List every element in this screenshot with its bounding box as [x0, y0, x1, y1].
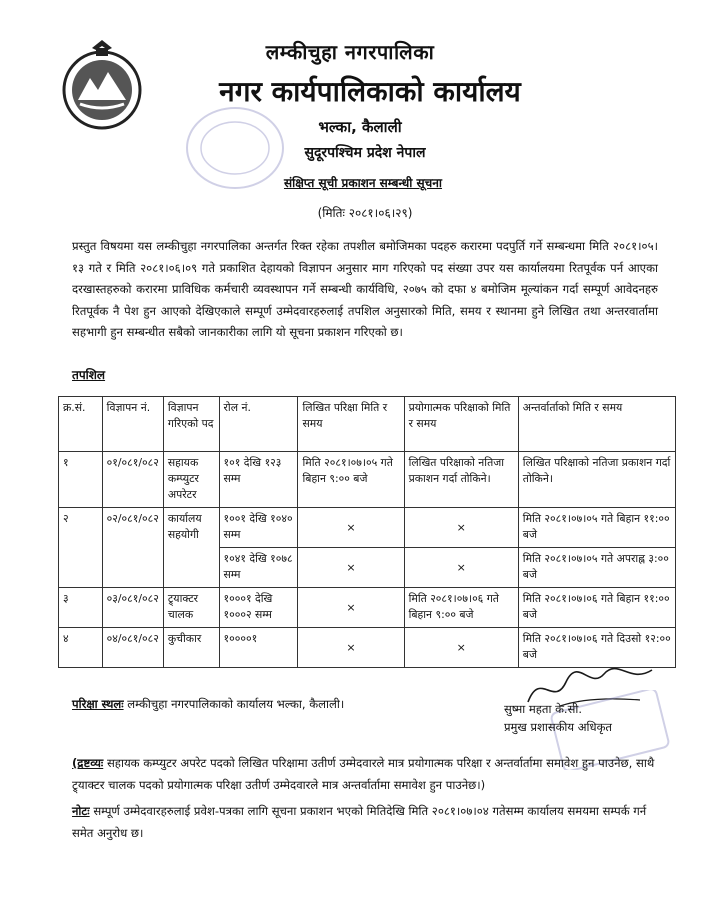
cell-post: ट्र्याक्टर चालक	[163, 588, 219, 628]
cell-sn: १	[59, 452, 103, 508]
municipality-name: लम्कीचुहा नगरपालिका	[265, 40, 435, 64]
table-row	[59, 508, 676, 548]
venue-label: परिक्षा स्थलः	[72, 697, 124, 711]
table-row	[59, 452, 676, 508]
cell-roll: १००१ देखि १०४० सम्म	[219, 508, 298, 548]
notice-date: (मितिः २०८१।०६।२९)	[317, 206, 413, 220]
cell-roll: १०००१ देखि १०००२ सम्म	[219, 588, 298, 628]
cell-interview: लिखित परिक्षाको नतिजा प्रकाशन गर्दा तोकिने।	[518, 452, 675, 508]
cell-interview: मिति २०८१।०७।०६ गते बिहान ११:०० बजे	[518, 588, 675, 628]
column-header: रोल नं.	[219, 397, 298, 452]
cell-practical: ×	[404, 548, 518, 588]
cell-practical: लिखित परिक्षाको नतिजा प्रकाशन गर्दा तोकिने।	[404, 452, 518, 508]
signatory-name: सुष्मा महता के.सी.	[504, 702, 582, 716]
cell-roll: १००००१	[219, 628, 298, 668]
cell-written: ×	[298, 508, 404, 548]
notice-subject: संक्षिप्त सूची प्रकाशन सम्बन्धी सूचना	[283, 176, 443, 190]
cell-written: ×	[298, 588, 404, 628]
cell-interview: मिति २०८१।०७।०६ गते दिउसो १२:०० बजे	[518, 628, 675, 668]
column-header: अन्तर्वार्ताको मिति र समय	[518, 397, 675, 452]
column-header: प्रयोगात्मक परिक्षाको मिति र समय	[404, 397, 518, 452]
remark-text: सहायक कम्प्युटर अपरेट पदको लिखित परिक्षामा उतीर्ण उम्मेदवारले मात्र प्रयोगात्मक परिक्षा र अन्तर्वार्तामा समावेश हुन पाउनेछ, साथै ट्र्याक्टर चालक पदको प्रयोगात्मक परिक्षा उतीर्ण उम्मेदवारले मात्र अन्तर्वार्तामा समावेश हुन पाउनेछ।)	[72, 756, 655, 792]
cell-sn: ३	[59, 588, 103, 628]
cell-post: सहायक कम्प्युटर अपरेटर	[163, 452, 219, 508]
column-header: विज्ञापन गरिएको पद	[163, 397, 219, 452]
cell-interview: मिति २०८१।०७।०५ गते बिहान ११:०० बजे	[518, 508, 675, 548]
nepal-emblem-icon	[58, 38, 146, 134]
cell-sn: ४	[59, 628, 103, 668]
note-text: सम्पूर्ण उम्मेदवारहरुलाई प्रवेश-पत्रका लागि सूचना प्रकाशन भएको मितिदेखि मिति २०८१।०७।०४ गतेसम्म कार्यालय समयमा सम्पर्क गर्न समेत अनुरोध छ।	[72, 804, 647, 840]
cell-adv: ०१/०८१/०८२	[102, 452, 163, 508]
details-heading: तपशिल	[72, 368, 106, 382]
signatory-title: प्रमुख प्रशासकीय अधिकृत	[504, 720, 612, 734]
cell-practical: ×	[404, 508, 518, 548]
table-row	[59, 588, 676, 628]
cell-written: मिति २०८१।०७।०५ गते बिहान ९:०० बजे	[298, 452, 404, 508]
exam-venue	[72, 697, 344, 712]
cell-practical: ×	[404, 628, 518, 668]
venue-text: लम्कीचुहा नगरपालिकाको कार्यालय भल्का, कैलाली।	[127, 697, 345, 711]
cell-adv: ०२/०८१/०८२	[102, 508, 163, 588]
note-admit-card	[72, 800, 662, 844]
note-label: नोटः	[72, 804, 90, 818]
note-remark	[72, 752, 662, 796]
cell-interview: मिति २०८१।०७।०५ गते अपराह्न ३:०० बजे	[518, 548, 675, 588]
column-header: लिखित परिक्षा मिति र समय	[298, 397, 404, 452]
table-header-row	[59, 397, 676, 452]
schedule-table	[58, 396, 676, 668]
province-name: सुदूरपश्चिम प्रदेश नेपाल	[304, 145, 426, 161]
cell-adv: ०४/०८१/०८२	[102, 628, 163, 668]
cell-roll: १०४१ देखि १०७८ सम्म	[219, 548, 298, 588]
cell-post: कुचीकार	[163, 628, 219, 668]
cell-written: ×	[298, 548, 404, 588]
notice-body: प्रस्तुत विषयमा यस लम्कीचुहा नगरपालिका अन्तर्गत रिक्त रहेका तपशील बमोजिमका पदहरु करारमा पदपुर्ति गर्ने सम्बन्धमा मिति २०८१।०५।१३ गते र मिति २०८१।०६।०९ गते प्रकाशित देहायको विज्ञापन अनुसार माग गरिएको पद संख्या उपर यस कार्यालयमा रितपूर्वक पर्न आएका दरखास्तहरुको करारमा प्राविधिक कर्मचारी व्यवस्थापन गर्ने सम्बन्धी कार्यविधि, २०७५ को दफा ४ बमोजिम मूल्यांकन गर्दा सम्पूर्ण आवेदनहरु रितपूर्वक नै पेश हुन आएको देखिएकाले सम्पूर्ण उम्मेदवारहरुलाई तपशिल अनुसारको मिति, समय र स्थानमा हुने लिखित तथा अन्तरवार्तामा सहभागी हुन सम्बन्धीत सबैको जानकारीका लागि यो सूचना प्रकाशन गरिएको छ।	[72, 239, 658, 339]
office-title: नगर कार्यपालिकाको कार्यालय	[219, 75, 521, 108]
cell-written: ×	[298, 628, 404, 668]
cell-roll: १०१ देखि १२३ सम्म	[219, 452, 298, 508]
cell-adv: ०३/०८१/०८२	[102, 588, 163, 628]
cell-practical: मिति २०८१।०७।०६ गते बिहान ९:०० बजे	[404, 588, 518, 628]
office-location: भल्का, कैलाली	[318, 118, 402, 136]
column-header: विज्ञापन नं.	[102, 397, 163, 452]
cell-post: कार्यालय सहयोगी	[163, 508, 219, 588]
column-header: क्र.सं.	[59, 397, 103, 452]
cell-sn: २	[59, 508, 103, 588]
remark-label: (द्रष्टव्यः	[72, 756, 104, 770]
